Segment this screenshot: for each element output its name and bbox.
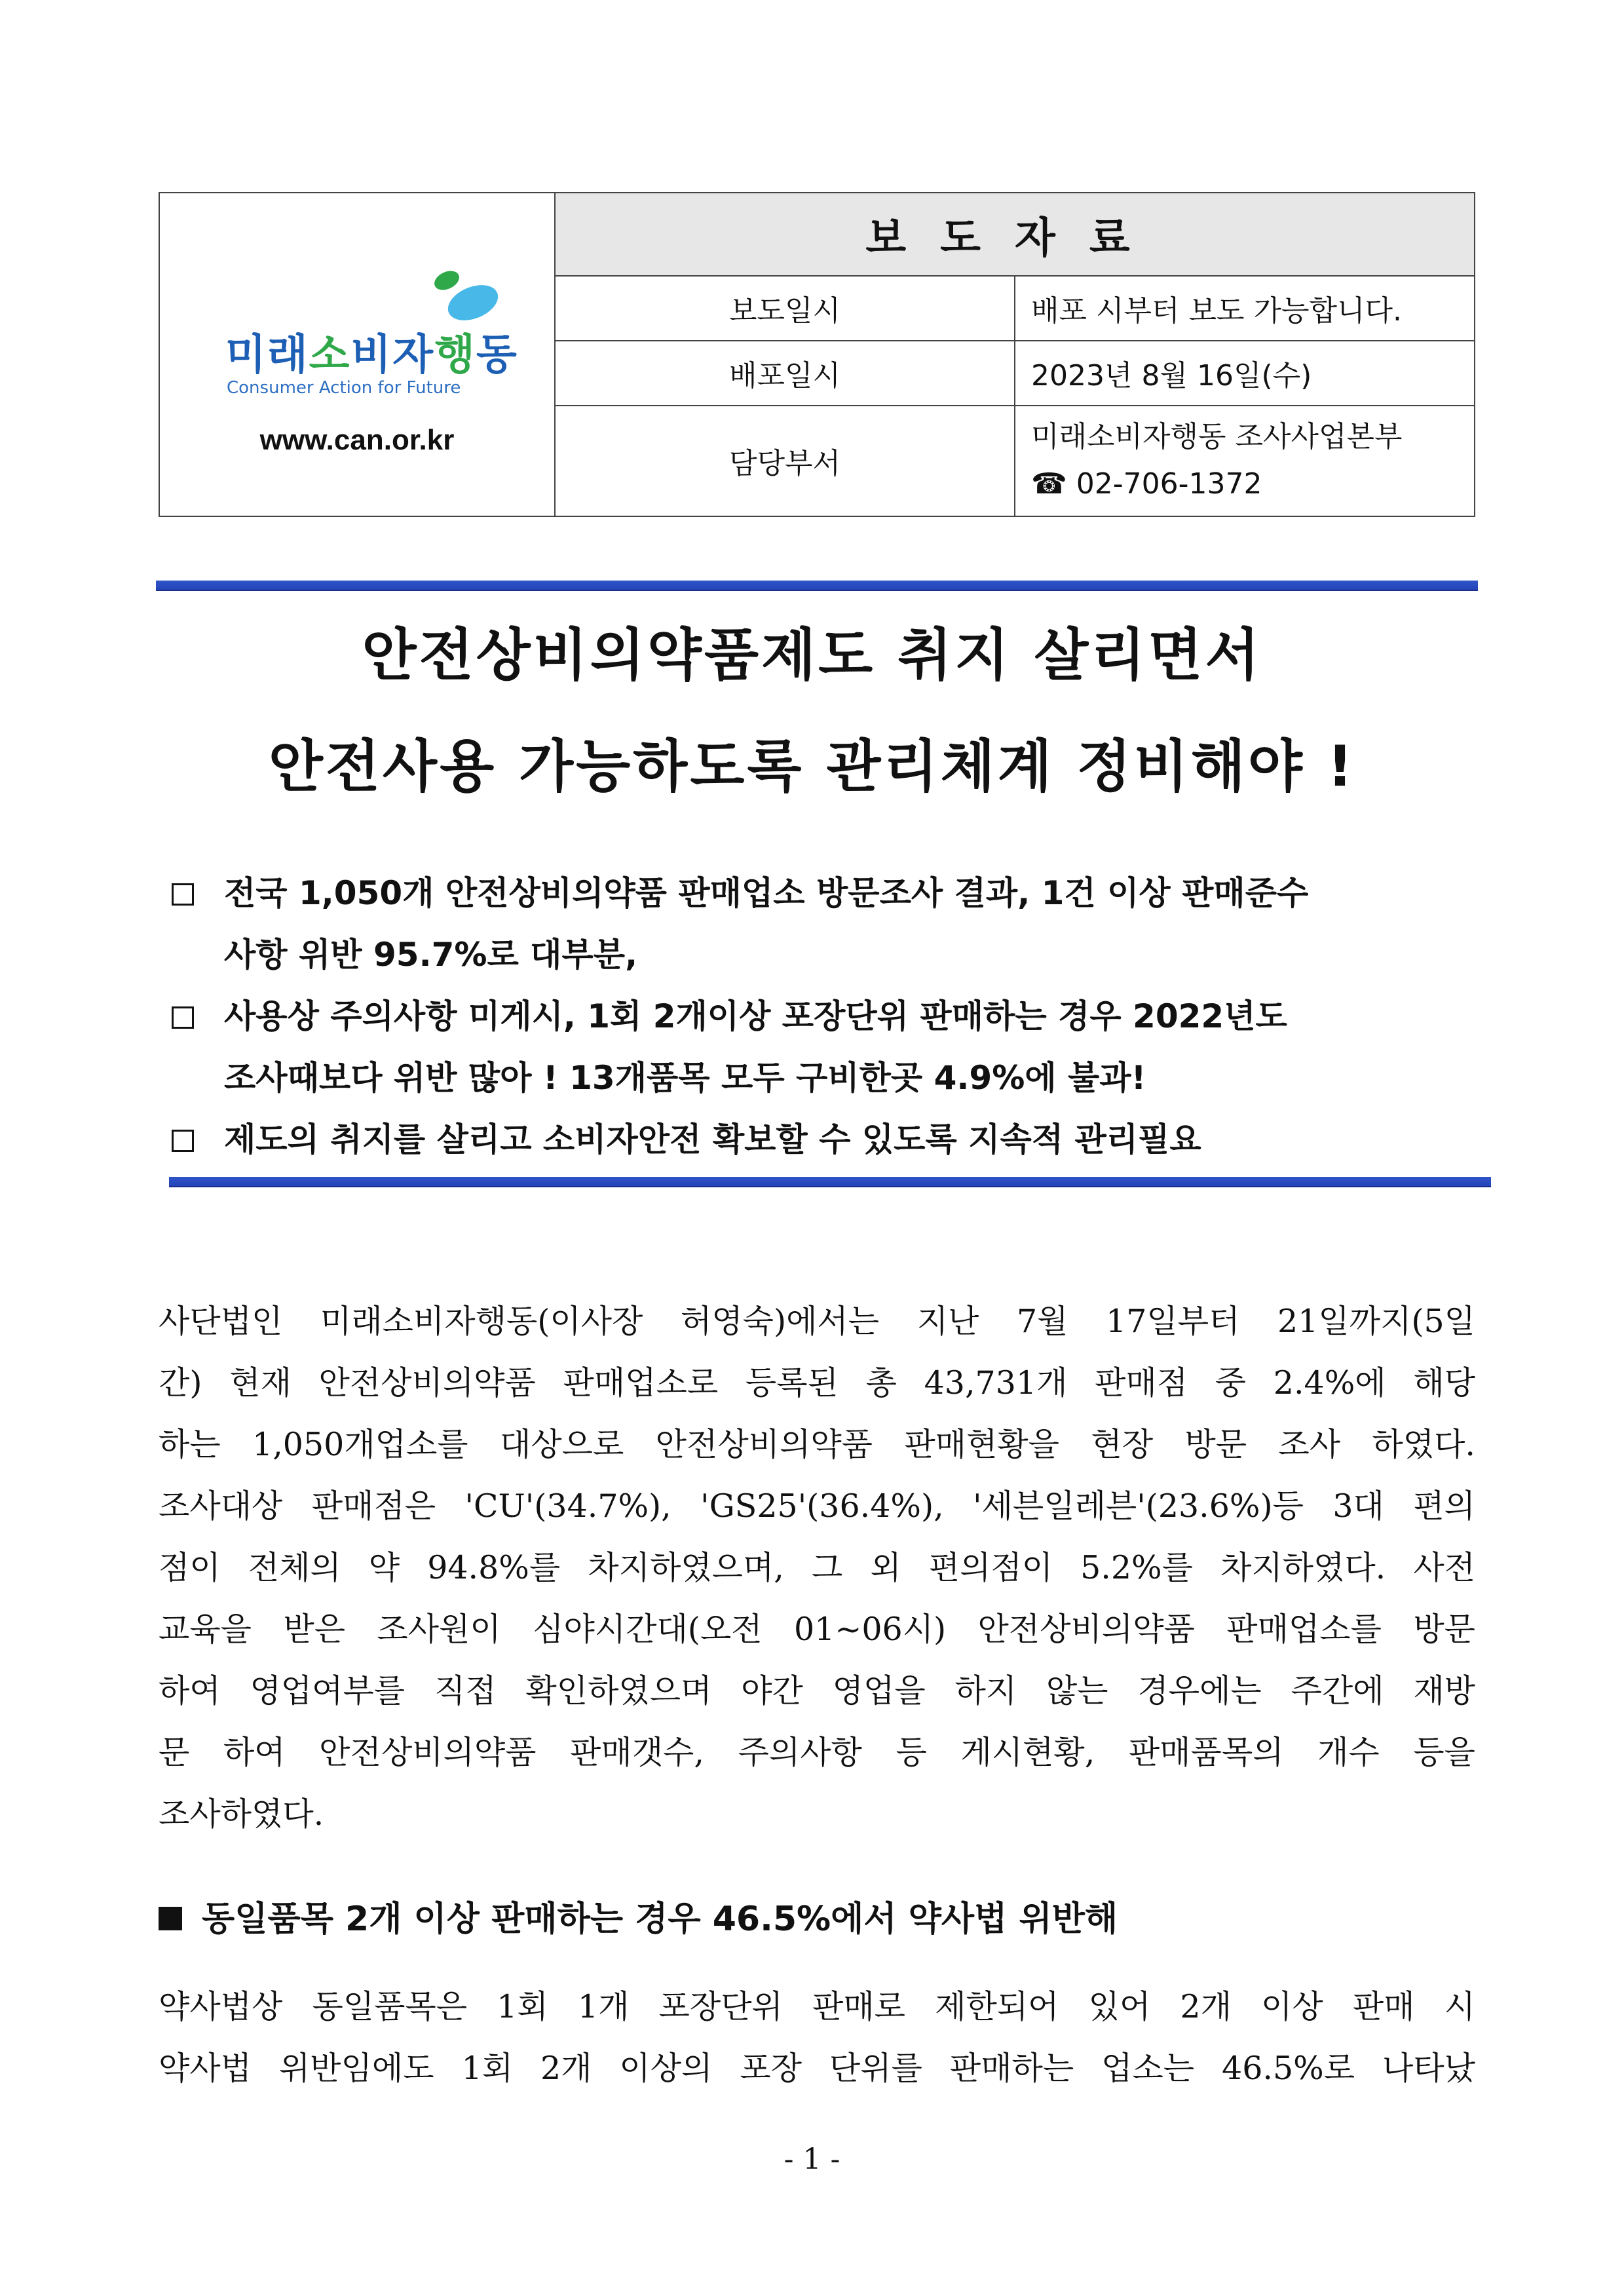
top-divider [156,581,1478,591]
checkbox-square-icon [172,883,194,906]
release-time-label: 보도일시 [555,276,1015,341]
department-value [1015,406,1475,516]
headline-line-2: 안전사용 가능하도록 관리체계 정비해야 ! [268,734,1356,799]
bullet-text: 사용상 주의사항 미게시, 1회 2개이상 포장단위 판매하는 경우 2022년도 [224,997,1287,1035]
section-paragraph [159,1976,1475,2099]
paragraph-line: 문 하여 안전상비의약품 판매갯수, 주의사항 등 게시현황, 판매품목의 개수 등을 [159,1734,1475,1771]
paragraph-line: 교육을 받은 조사원이 심야시간대(오전 01~06시) 안전상비의약품 판매업소를 방문 [159,1611,1475,1648]
logo-name: 미래소비자행동 [225,331,518,379]
logo-subtitle: Consumer Action for Future [227,378,461,398]
press-release-title: 보도자료 [555,193,1475,276]
distribution-date-label: 배포일시 [555,341,1015,406]
release-time-value: 배포 시부터 보도 가능합니다. [1015,276,1475,341]
paragraph-line: 약사법상 동일품목은 1회 1개 포장단위 판매로 제한되어 있어 2개 이상 판매 시 [159,1988,1475,2025]
body-paragraph [159,1291,1475,1845]
bullet-text: 사항 위반 95.7%로 대부분, [224,936,638,974]
logo-leaf-icon [422,269,500,328]
logo-cell [159,193,555,516]
section-heading [159,1891,1118,1940]
paragraph-line: 간) 현재 안전상비의약품 판매업소로 등록된 총 43,731개 판매점 중 2.4%에 해당 [159,1364,1475,1402]
checkbox-square-icon [172,1130,194,1152]
black-square-icon [159,1907,182,1930]
press-release-header-table [159,192,1475,517]
department-phone: ☎ 02-706-1372 [1031,467,1262,501]
paragraph-line: 사단법인 미래소비자행동(이사장 허영숙)에서는 지난 7월 17일부터 21일까지(5일 [159,1303,1475,1340]
department-name: 미래소비자행동 조사사업본부 [1031,420,1403,454]
department-label: 담당부서 [555,406,1015,516]
summary-bullet [172,1109,1475,1170]
headline-line-1: 안전상비의약품제도 취지 살리면서 [362,622,1262,688]
checkbox-square-icon [172,1006,194,1029]
paragraph-line: 하여 영업여부를 직접 확인하였으며 야간 영업을 하지 않는 경우에는 주간에 재방 [159,1672,1475,1710]
summary-bullet [172,862,1475,985]
bullet-text: 제도의 취지를 살리고 소비자안전 확보할 수 있도록 지속적 관리필요 [224,1120,1201,1158]
paragraph-line: 조사하였다. [159,1795,324,1833]
paragraph-line: 점이 전체의 약 94.8%를 차지하였으며, 그 외 편의점이 5.2%를 차지하였다. 사전 [159,1549,1475,1586]
website-url[interactable]: www.can.or.kr [259,424,455,456]
bullet-text: 조사때보다 위반 많아 ! 13개품목 모두 구비한곳 4.9%에 불과! [224,1059,1146,1097]
section-heading-text: 동일품목 2개 이상 판매하는 경우 46.5%에서 약사법 위반해 [202,1900,1118,1939]
summary-bullet [172,985,1475,1109]
paragraph-line: 약사법 위반임에도 1회 2개 이상의 포장 단위를 판매하는 업소는 46.5%로 나타났 [159,2050,1475,2087]
paragraph-line: 하는 1,050개업소를 대상으로 안전상비의약품 판매현황을 현장 방문 조사 하였다. [159,1426,1475,1463]
organization-logo [160,193,554,518]
page-number: - 1 - [784,2143,840,2176]
distribution-date-value: 2023년 8월 16일(수) [1015,341,1475,406]
summary-bullets [172,862,1475,1170]
bottom-divider [169,1177,1491,1187]
bullet-text: 전국 1,050개 안전상비의약품 판매업소 방문조사 결과, 1건 이상 판매준수 [224,874,1309,912]
paragraph-line: 조사대상 판매점은 'CU'(34.7%), 'GS25'(36.4%), '세븐일레븐'(23.6%)등 3대 편의 [159,1487,1475,1525]
